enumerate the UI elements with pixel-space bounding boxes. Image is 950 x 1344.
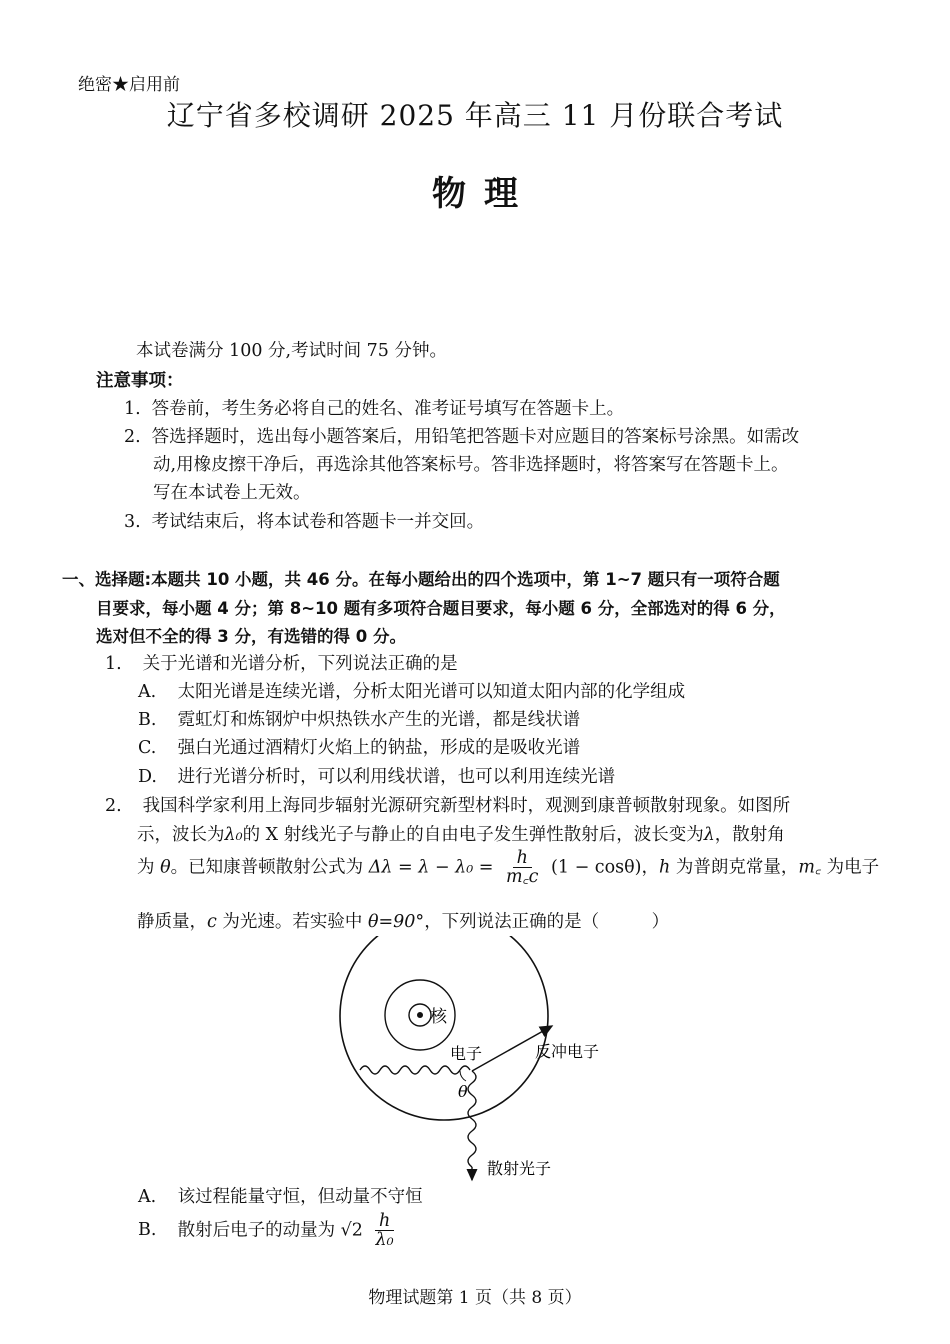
text-run: 静质量， <box>137 912 207 932</box>
recoil-label: 反冲电子 <box>535 1042 600 1061</box>
option-c[interactable] <box>138 734 580 759</box>
text-run: ，下列说法正确的是（ ） <box>424 912 670 932</box>
option-label: D. <box>138 767 157 787</box>
exam-title: 辽宁省多校调研 2025 年高三 11 月份联合考试 <box>166 99 784 132</box>
option-label: A. <box>138 682 157 702</box>
question-text-line <box>137 908 669 933</box>
option-a[interactable] <box>138 678 685 703</box>
option-text: 强白光通过酒精灯火焰上的钠盐，形成的是吸收光谱 <box>177 738 581 758</box>
text-run: 。已知康普顿散射公式为 <box>170 857 364 878</box>
question-number: 1. <box>105 654 122 674</box>
text-run: ， <box>641 857 659 878</box>
fraction-denominator: λ₀ <box>375 1230 394 1251</box>
nucleus-dot <box>417 1012 423 1018</box>
section-heading: 目要求，每小题 4 分；第 8~10 题有多项符合题目要求，每小题 6 分，全部选对的得 6 分， <box>96 599 786 618</box>
option-text: 霓虹灯和炼钢炉中炽热铁水产生的光谱，都是线状谱 <box>177 710 581 730</box>
notice-item <box>124 423 799 448</box>
electron-label: 电子 <box>450 1044 483 1063</box>
question-text-line <box>137 821 785 846</box>
theta-value: θ=90° <box>367 912 425 932</box>
symbol-mc: m꜀ <box>798 857 821 878</box>
option-text: 进行光谱分析时，可以利用线状谱，也可以利用连续光谱 <box>177 767 616 787</box>
notice-item <box>124 508 484 533</box>
incident-photon <box>360 1066 470 1074</box>
formula-lhs: Δλ = λ − λ₀ = <box>368 857 494 878</box>
option-d[interactable] <box>138 763 615 788</box>
fraction-numerator: h <box>375 1212 394 1231</box>
notice-text: 答选择题时，选出每小题答案后，用铅笔把答题卡对应题目的答案标号涂黑。如需改 <box>151 427 800 447</box>
option-fraction <box>372 1212 398 1250</box>
symbol-lambda0: λ₀ <box>224 825 243 845</box>
text-run: 为 <box>137 857 155 878</box>
question-text: 关于光谱和光谱分析，下列说法正确的是 <box>142 654 458 674</box>
formula-fraction <box>502 849 542 887</box>
notice-text: 考试结束后，将本试卷和答题卡一并交回。 <box>151 512 485 532</box>
scattered-label: 散射光子 <box>487 1159 552 1178</box>
scattered-photon <box>468 1071 476 1167</box>
notice-number: 1. <box>124 399 141 419</box>
sqrt-symbol: √2 <box>340 1220 363 1241</box>
fraction-numerator: h <box>513 849 532 868</box>
notice-text: 写在本试卷上无效。 <box>153 483 311 503</box>
question-number: 2. <box>105 796 122 816</box>
option-text: 太阳光谱是连续光谱，分析太阳光谱可以知道太阳内部的化学组成 <box>177 682 686 702</box>
score-time-line: 本试卷满分 100 分,考试时间 75 分钟。 <box>136 341 447 361</box>
formula-rhs: (1 − cosθ) <box>551 857 642 878</box>
option-label: A. <box>138 1187 157 1207</box>
notice-number: 3. <box>124 512 141 532</box>
symbol-c: c <box>207 912 217 932</box>
option-b[interactable] <box>138 706 580 731</box>
text-run: 的 X 射线光子与静止的自由电子发生弹性散射后，波长变为 <box>242 825 704 845</box>
notice-heading: 注意事项： <box>96 371 184 391</box>
text-run: 为电子 <box>826 857 880 878</box>
question-2-stem <box>105 792 790 817</box>
secret-mark: 绝密★启用前 <box>78 75 180 95</box>
notice-text: 答卷前，考生务必将自己的姓名、准考证号填写在答题卡上。 <box>151 399 625 419</box>
question-1-stem <box>105 650 458 675</box>
notice-text: 动,用橡皮擦干净后，再选涂其他答案标号。答非选择题时，将答案写在答题卡上。 <box>153 455 789 475</box>
fraction-denominator: m꜀c <box>506 867 539 888</box>
section-heading: 一、选择题:本题共 10 小题，共 46 分。在每小题给出的四个选项中，第 1~7 题只有一项符合题 <box>62 570 780 589</box>
symbol-lambda: λ <box>703 825 715 845</box>
option-text: 该过程能量守恒，但动量不守恒 <box>177 1187 423 1207</box>
outer-orbit <box>340 936 548 1120</box>
text-run: 示，波长为 <box>137 825 225 845</box>
compton-diagram <box>330 936 630 1186</box>
option-label: B. <box>138 1220 157 1241</box>
symbol-theta: θ <box>160 857 171 878</box>
page-footer: 物理试题第 1 页（共 8 页） <box>368 1288 582 1308</box>
notice-item <box>124 395 624 420</box>
theta-label: θ <box>458 1082 468 1101</box>
option-a[interactable] <box>138 1183 423 1208</box>
option-label: B. <box>138 710 157 730</box>
option-label: C. <box>138 738 157 758</box>
nucleus-label: 核 <box>430 1007 447 1027</box>
angle-arc <box>460 1071 466 1081</box>
subject-title: 物理 <box>432 174 536 214</box>
notice-number: 2. <box>124 427 141 447</box>
symbol-h: h <box>658 857 671 878</box>
option-b[interactable] <box>138 1212 401 1250</box>
text-run: ，散射角 <box>714 825 785 845</box>
question-text: 我国科学家利用上海同步辐射光源研究新型材料时，观测到康普顿散射现象。如图所 <box>142 796 791 816</box>
option-text: 散射后电子的动量为 <box>177 1220 336 1241</box>
question-text-line <box>137 849 879 887</box>
text-run: 为光速。若实验中 <box>222 912 363 932</box>
section-heading: 选对但不全的得 3 分，有选错的得 0 分。 <box>96 627 406 646</box>
text-run: 为普朗克常量， <box>675 857 799 878</box>
